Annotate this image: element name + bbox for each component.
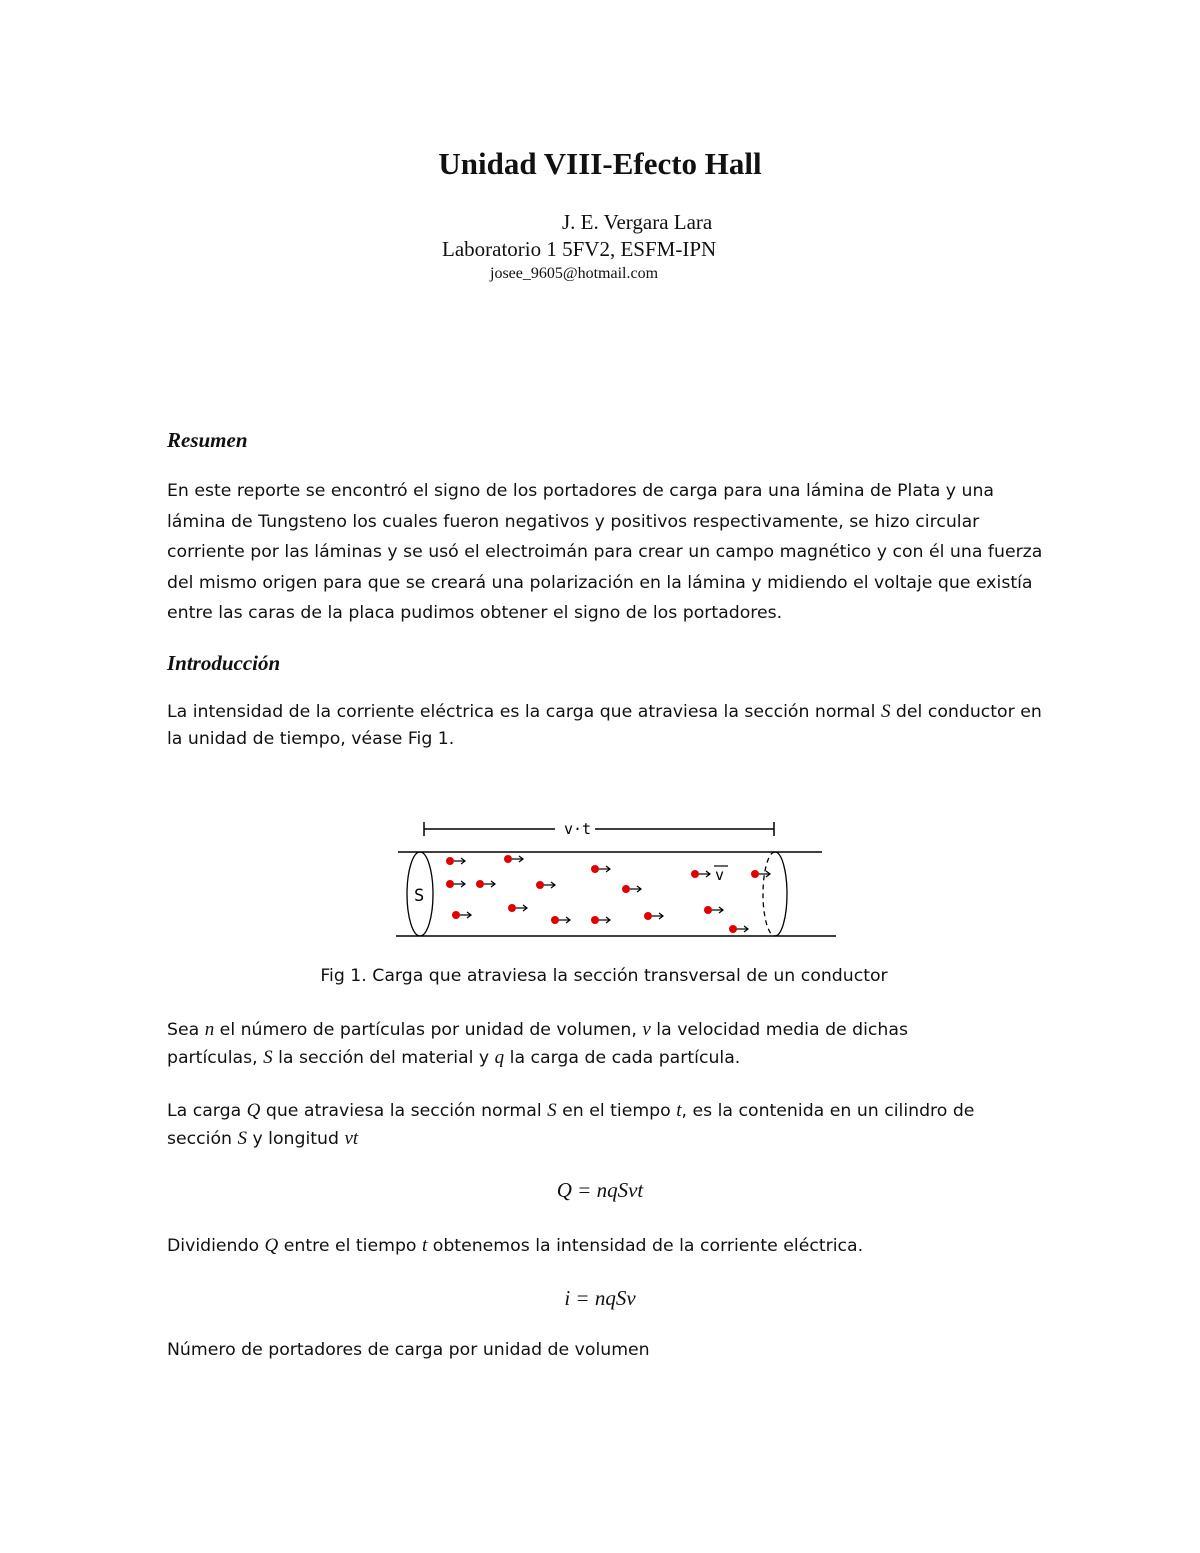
math-t: t (676, 1100, 682, 1121)
conductor-figure (390, 812, 840, 946)
charge-particle (622, 885, 630, 893)
math-S: S (263, 1047, 273, 1068)
charge-particle (729, 925, 737, 933)
math-t: t (421, 1235, 428, 1256)
math-Q: Q (264, 1235, 279, 1256)
dividiendo-line: Dividiendo Q entre el tiempo t obtenemos la intensidad de la corriente eléctrica. (167, 1235, 864, 1256)
resumen-line: corriente por las láminas y se usó el electroimán para crear un campo magnético y con él una fuerza (167, 542, 1043, 562)
charge-particle (644, 912, 652, 920)
resumen-line: En este reporte se encontró el signo de los portadores de carga para una lámina de Plata y una (167, 481, 995, 501)
math-S: S (237, 1128, 247, 1149)
charge-particle (508, 904, 516, 912)
sea-paragraph (167, 1016, 1057, 1072)
intro-line-1: La intensidad de la corriente eléctrica es la carga que atraviesa la sección normal S del conductor en (167, 701, 1042, 722)
charge-particle (504, 855, 512, 863)
dividiendo-paragraph (167, 1232, 1057, 1260)
charge-particle (591, 865, 599, 873)
velocity-label: v (715, 866, 725, 884)
math-S: S (880, 701, 891, 722)
sea-line-2: partículas, S la sección del material y q la carga de cada partícula. (167, 1047, 741, 1068)
charge-particle (536, 881, 544, 889)
charge-particle (446, 880, 454, 888)
charge-particle (704, 906, 712, 914)
author-name: J. E. Vergara Lara (562, 210, 713, 234)
figure-caption: Fig 1. Carga que atraviesa la sección transversal de un conductor (320, 966, 888, 986)
math-S: S (547, 1100, 557, 1121)
carga-paragraph (167, 1097, 1057, 1153)
resumen-paragraph (167, 476, 1057, 629)
intro-line-2: la unidad de tiempo, véase Fig 1. (167, 729, 455, 749)
charge-particle (751, 870, 759, 878)
charge-particle (691, 870, 699, 878)
vt-label: v·t (564, 820, 592, 838)
resumen-line: entre las caras de la placa pudimos obtener el signo de los portadores. (167, 603, 783, 623)
author-affiliation: Laboratorio 1 5FV2, ESFM-IPN (442, 237, 717, 261)
equation-Q: Q = nqSvt (556, 1178, 644, 1202)
paper-title: Unidad VIII-Efecto Hall (438, 146, 762, 181)
math-q: q (494, 1047, 505, 1068)
introduccion-heading: Introducción (167, 651, 281, 675)
resumen-line: lámina de Tungsteno los cuales fueron negativos y positivos respectivamente, se hizo circular (167, 511, 980, 532)
equation-i: i = nqSv (564, 1286, 636, 1310)
author-email: josee_9605@hotmail.com (490, 265, 659, 282)
carga-line-2: sección S y longitud vt (167, 1128, 359, 1149)
charge-particle (446, 857, 454, 865)
resumen-heading: Resumen (167, 428, 248, 452)
section-S-label: S (414, 886, 425, 906)
intro-paragraph (167, 698, 1057, 753)
last-line: Número de portadores de carga por unidad de volumen (167, 1340, 650, 1360)
carga-line-1: La carga Q que atraviesa la sección normal S en el tiempo t, es la contenida en un cilindro de (167, 1100, 975, 1121)
sea-line-1: Sea n el número de partículas por unidad de volumen, v la velocidad media de dichas (167, 1019, 908, 1040)
charge-particle (476, 880, 484, 888)
math-v: v (642, 1019, 651, 1040)
charge-particle (551, 916, 559, 924)
charge-particle (591, 916, 599, 924)
resumen-line: del mismo origen para que se creará una polarización en la lámina y midiendo el voltaje que existía (167, 572, 1033, 593)
math-Q: Q (246, 1100, 261, 1121)
math-n: n (204, 1019, 215, 1040)
math-vt: vt (344, 1128, 359, 1149)
charge-particle (452, 911, 460, 919)
